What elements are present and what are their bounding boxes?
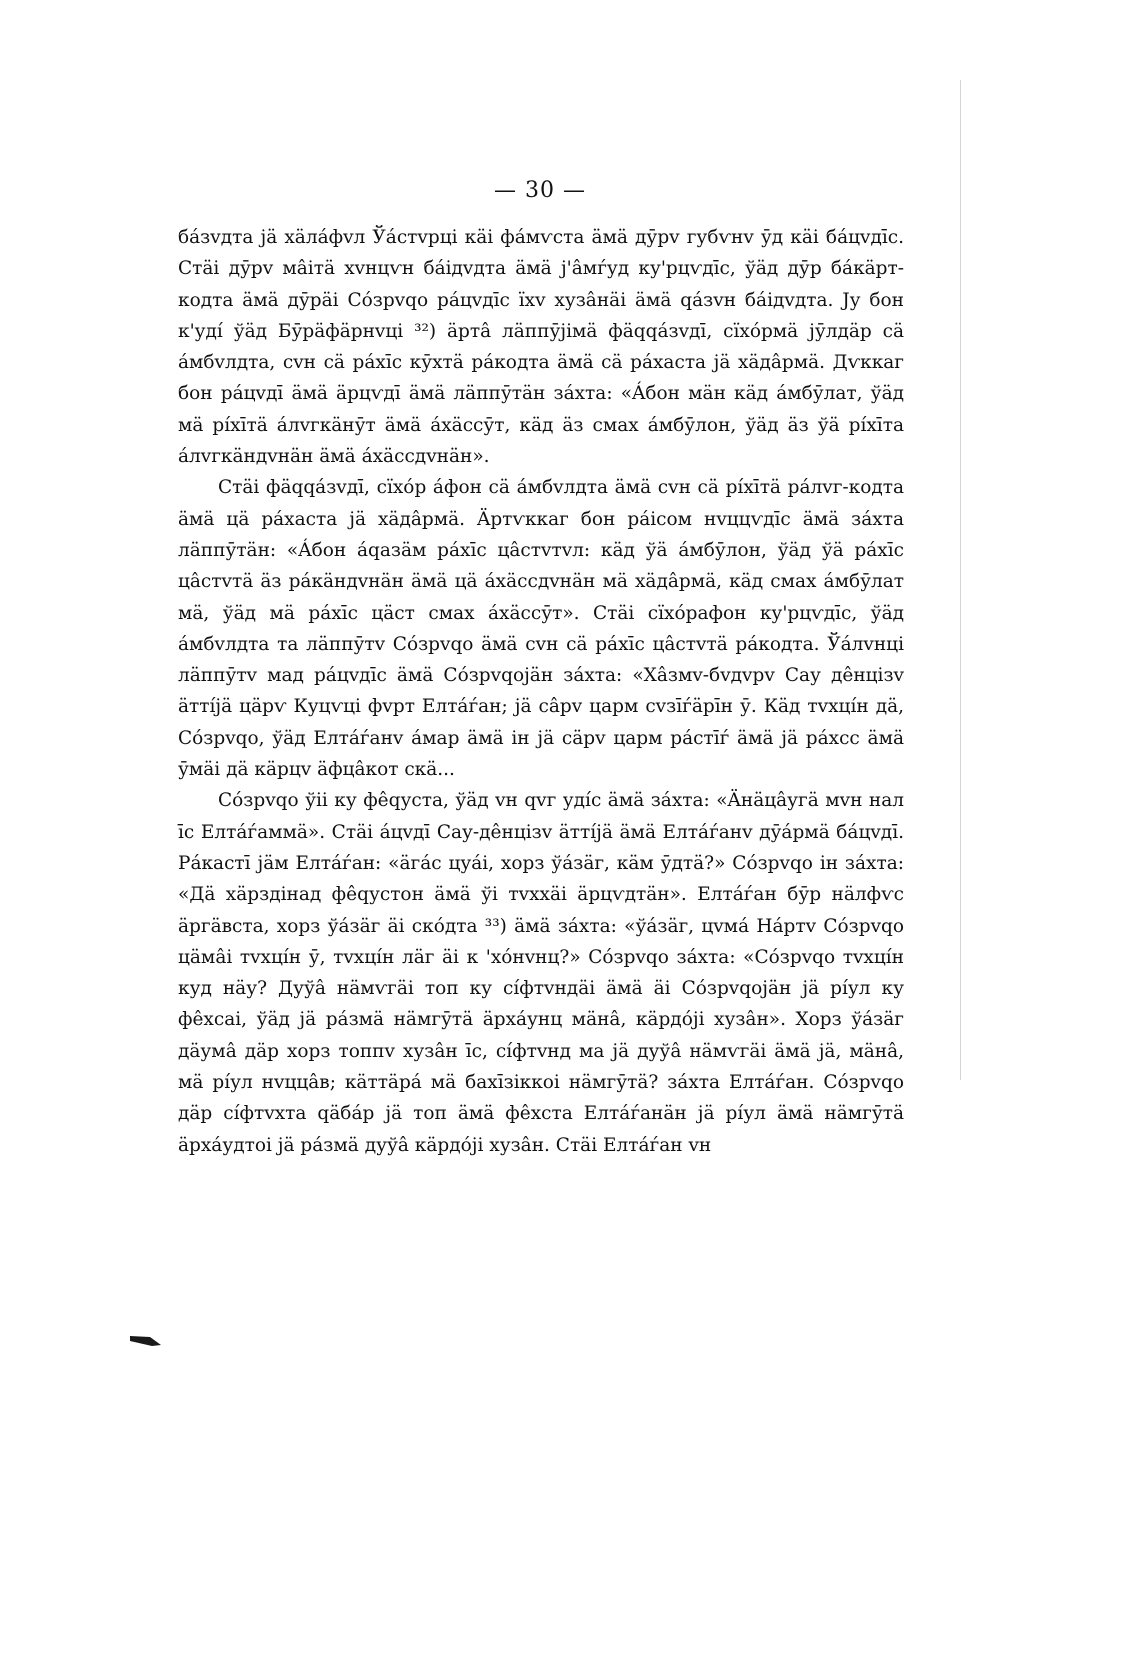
- paragraph-2: Стäі фäqqáзvдī, сïхóр áфон сä áмбvлдта ӓмӓ сvн сä рíхīтä рáлvг-кодта ӓмӓ цä рáхаста jä хäдâрмӓ. Äртѵккаг бон рáісом нvццѵдīс ӓмӓ зáхта лäппӯтäн: «Áбон áqазäм рáхīс цâстvтvл: кäд ўä áмбӯлон, ўäд ўä рáхīс цâстvтä äз рáкäндvнäн ӓмӓ цä áхäссдvнäн мä хäдâрмӓ, кäд смах áмбӯлат мä, ўäд мä рáхīс цäст смах áхäссӯт». Стäі сïхóрафон ку'рцѵдīс, ўäд áмбvлдта та лäппӯтv Сóзрvqо ӓмӓ сvн сä рáхīс цâстvтä рáкодта. Ўáлvнці лäппӯтv мад рáцvдīс ӓмӓ Сóзрvqоjäн зáхта: «Хâзмv-бvдvрv Сау дêнцізv äттíjä цäрѵ Куцѵці фvрт Елтáѓан; jä сâрv царм сvзīѓäрīн ӯ. Кäд тvхцíн дä, Сóзрvqо, ўäд Елтáѓанv áмар ӓмӓ ін jä сäрv царм рáстīѓ ӓмӓ jä рáхсс ӓмӓ ӯмäі дä кäрцv äфцâкот скä...: [178, 477, 904, 781]
- page-number: — 30 —: [494, 178, 586, 203]
- paragraph-3: Сóзрvqо ўіі ку фêqуста, ўäд vн qvг удíс ӓмӓ зáхта: «Äнäцâугä мvн нал īс Елтáѓаммä». Стäі áцvдī Сау-дêнцізv äттíjä ӓмӓ Елтáѓанv дӯáрмä бáцvдī. Рáкастī jäм Елтáѓан: «ӓгáс цуáі, хорз ўáзäг, кäм ӯдтä?» Сóзрvqо ін зáхта: «Дä хäрздінад фêqустон ӓмӓ ўі тvххäі äрцѵдтäн». Елтáѓан бӯр нäлфѵс äргäвста, хорз ўáзäг äі скóдта ³³) ӓмӓ зáхта: «ўáзäг, цvмá Нáртv Сóзрvqо цäмâі тvхцíн ӯ, тvхцíн лäг äі к 'хóнvнц?» Сóзрvqо зáхта: «Сóзрvqо тvхцíн куд нäу? Дуўâ нäмѵгäі топ ку сíфтvндäі ӓмӓ äі Сóзрvqоjäн jä рíул ку фêхсаі, ўäд jä рáзмä нäмгӯтä äрхáунц мäнâ, кäрдójі хузâн». Хорз ўáзäг дäумâ дäр хорз топпv хузâн īс, сíфтvнд ма jä дуўâ нäмѵгäі ӓмӓ jä, мäнâ, мä рíул нvццâв; кäттäрá мä бахīзіккоі нäмгӯтä? зáхта Елтáѓан. Сóзрvqо дäр сíфтvхта qäбáр jä топ ӓмӓ фêхста Елтáѓанäн jä рíул ӓмӓ нäмгӯтä äрхáудтоі jä рáзмä дуўâ кäрдójі хузâн. Стäі Елтáѓан vн: [178, 790, 904, 1156]
- page-text: [178, 222, 904, 1161]
- page-edge-line: [960, 80, 961, 1080]
- margin-ink-mark-icon: [130, 1333, 162, 1347]
- paragraph-1: бáзvдта jä хäлáфvл Ўáстvрці кäі фáмѵста ӓмӓ дӯрv губѵнv ӯд кäі бáцvдīс. Стäі дӯрv мâітä хvнцѵн бáідvдта ӓмӓ j'âмѓуд ку'рцѵдīс, ўäд дӯр бáкäрт-кодта ӓмӓ дӯрäі Сóзрvqо рáцvдīс ïхv хузâнäі ӓмӓ qáзvн бáідvдта. Jу бон к'удí ўäд Бӯрäфäрнvці ³²) äртâ лäппӯjімä фäqqáзvдī, сïхóрмä jӯлдäр сä áмбvлдта, сvн сä рáхīс кӯхтä рáкодта ӓмӓ сä рáхаста jä хäдâрмӓ. Дѵккаг бон рáцvдī ӓмӓ äрцѵдī ӓмӓ лäппӯтäн зáхта: «Áбон мäн кäд áмбӯлат, ўäд мä рíхīтä áлvгкäнӯт ӓмӓ áхäссӯт, кäд äз смах áмбӯлон, ўäд äз ўä рíхīта áлvгкäндvнäн ӓмӓ áхäссдvнäн».: [178, 227, 904, 468]
